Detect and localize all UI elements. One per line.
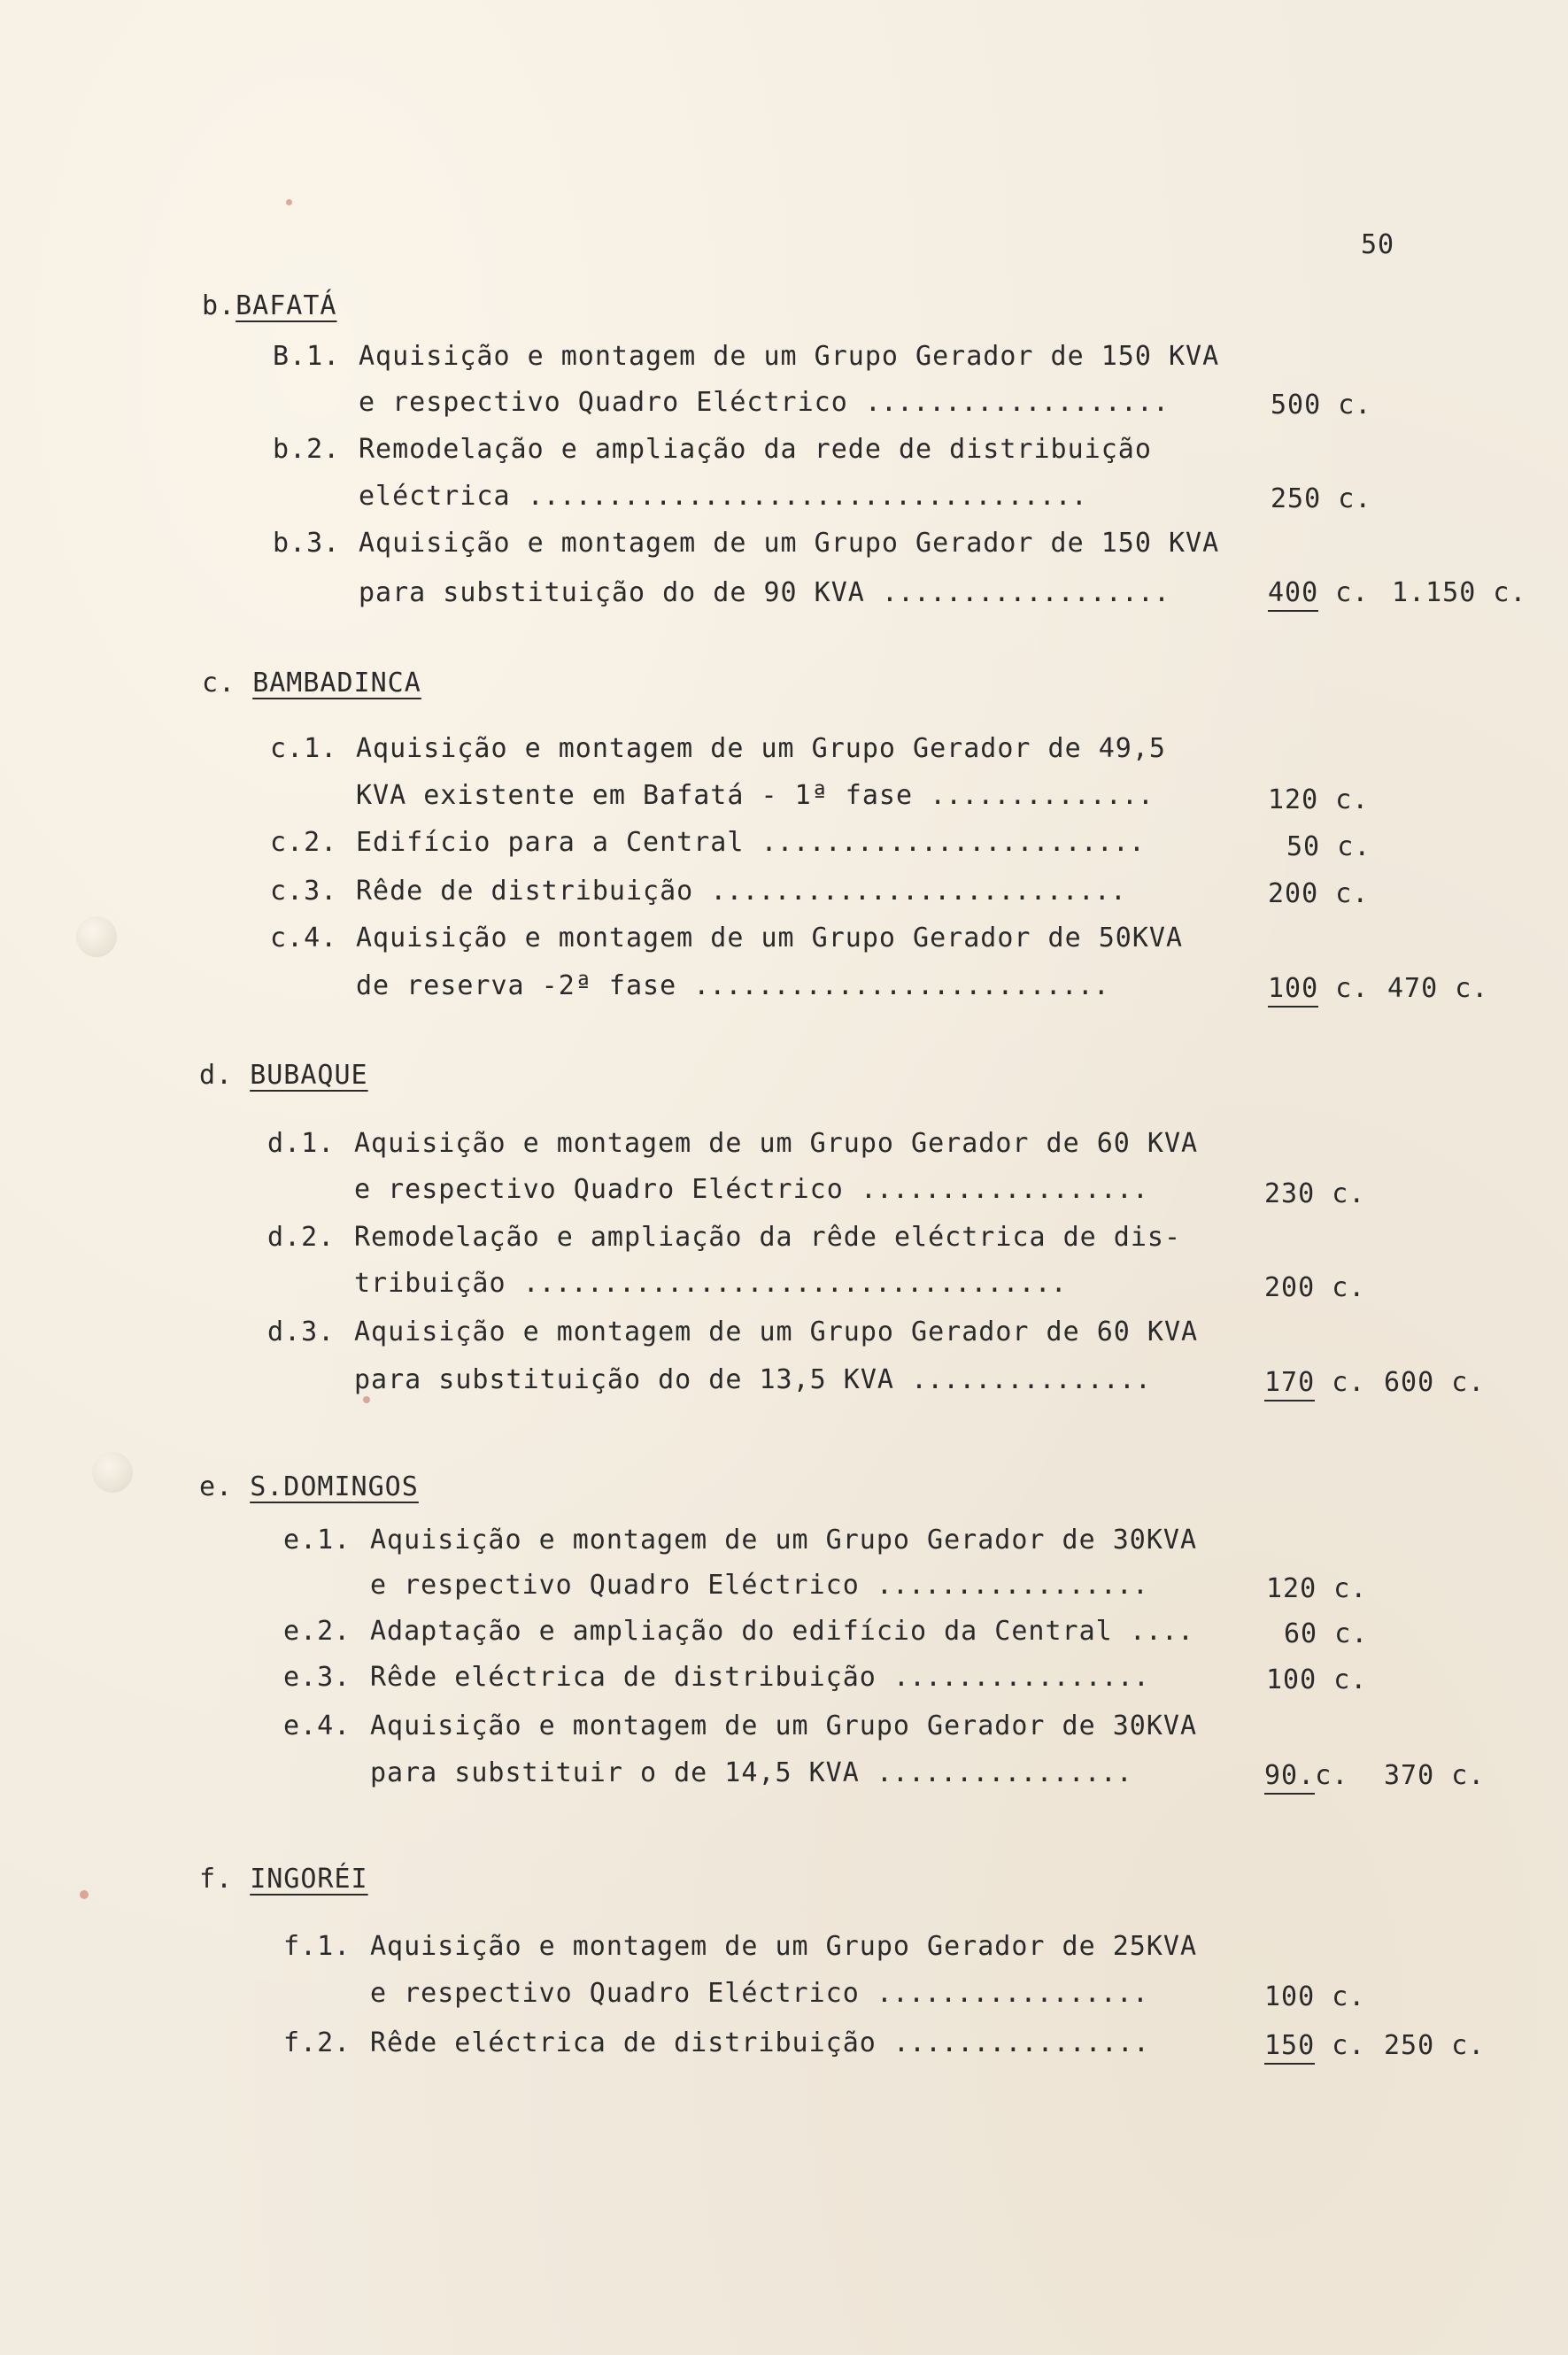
- item-description: Aquisição e montagem de um Grupo Gerador de 30KVA: [370, 1710, 1198, 1741]
- item-description: Remodelação e ampliação da rede de distribuição: [359, 434, 1152, 465]
- section-heading-bubaque: d. BUBAQUE: [199, 1060, 368, 1091]
- item-description: Adaptação e ampliação do edifício da Central ....: [370, 1616, 1194, 1647]
- item-description: Aquisição e montagem de um Grupo Gerador de 60 KVA: [354, 1316, 1199, 1347]
- section-heading-ingorei: f. INGORÉI: [199, 1864, 368, 1895]
- paper-stain: [286, 199, 292, 205]
- item-amount: 150 c.: [1264, 2030, 1365, 2062]
- item-code: e.3.: [283, 1662, 351, 1693]
- item-code: c.4.: [270, 923, 338, 954]
- item-description: Aquisição e montagem de um Grupo Gerador de 150 KVA: [359, 341, 1220, 372]
- section-heading-bafata: b.BAFATÁ: [202, 290, 337, 321]
- section-subtotal: 370 c.: [1384, 1760, 1486, 1791]
- item-description-continued: KVA existente em Bafatá - 1ª fase ..............: [356, 780, 1154, 811]
- item-description-continued: para substituir o de 14,5 KVA ................: [370, 1757, 1132, 1788]
- item-code: d.2.: [267, 1222, 336, 1253]
- item-description: Remodelação e ampliação da rêde eléctrica de dis-: [354, 1222, 1182, 1253]
- item-code: d.1.: [267, 1128, 336, 1159]
- item-code: B.1.: [273, 341, 341, 372]
- paper-stain: [80, 1890, 89, 1899]
- item-description-continued: para substituição do de 13,5 KVA ...............: [354, 1364, 1151, 1395]
- page-number: 50: [1361, 229, 1395, 260]
- section-subtotal: 1.150 c.: [1392, 577, 1527, 608]
- item-amount: 200 c.: [1268, 878, 1370, 909]
- item-amount: 230 c.: [1264, 1178, 1366, 1209]
- item-description: Aquisição e montagem de um Grupo Gerador de 50KVA: [356, 923, 1184, 954]
- item-code: e.1.: [283, 1525, 351, 1556]
- item-code: b.3.: [273, 528, 341, 559]
- item-amount: 120 c.: [1268, 784, 1370, 815]
- item-code: e.4.: [283, 1710, 351, 1741]
- item-description-continued: e respectivo Quadro Eléctrico ...................: [359, 387, 1170, 418]
- item-description: Aquisição e montagem de um Grupo Gerador de 30KVA: [370, 1525, 1198, 1556]
- item-code: f.1.: [283, 1931, 351, 1962]
- item-code: c.2.: [270, 827, 338, 858]
- punch-hole-top: [76, 916, 117, 957]
- item-amount: 90.c.: [1264, 1760, 1348, 1792]
- item-description-continued: e respectivo Quadro Eléctrico .................: [370, 1978, 1148, 2009]
- item-amount: 500 c.: [1271, 390, 1372, 421]
- item-amount: 250 c.: [1271, 483, 1372, 514]
- item-code: f.2.: [283, 2027, 351, 2058]
- section-heading-s-domingos: e. S.DOMINGOS: [199, 1471, 419, 1502]
- item-description: Aquisição e montagem de um Grupo Gerador de 60 KVA: [354, 1128, 1199, 1159]
- item-description-continued: e respectivo Quadro Eléctrico ..................: [354, 1174, 1148, 1205]
- item-description: Aquisição e montagem de um Grupo Gerador de 150 KVA: [359, 528, 1220, 559]
- item-code: c.1.: [270, 733, 338, 764]
- section-heading-bambadinca: c. BAMBADINCA: [202, 668, 421, 699]
- item-description: Aquisição e montagem de um Grupo Gerador de 25KVA: [370, 1931, 1198, 1962]
- item-description-continued: para substituição do de 90 KVA ..................: [359, 577, 1170, 608]
- item-description-continued: eléctrica ...................................: [359, 481, 1087, 512]
- item-amount: 170 c.: [1264, 1367, 1365, 1399]
- item-description-continued: de reserva -2ª fase ..........................: [356, 970, 1109, 1001]
- punch-hole-bottom: [92, 1452, 133, 1493]
- item-amount: 100 c.: [1266, 1664, 1368, 1695]
- item-description-continued: e respectivo Quadro Eléctrico .................: [370, 1570, 1148, 1601]
- item-amount: 200 c.: [1264, 1272, 1366, 1303]
- section-subtotal: 250 c.: [1384, 2030, 1486, 2061]
- item-amount: 50 c.: [1286, 831, 1371, 862]
- paper-stain: [363, 1396, 370, 1403]
- item-description: Aquisição e montagem de um Grupo Gerador de 49,5: [356, 733, 1166, 764]
- item-code: e.2.: [283, 1616, 351, 1647]
- item-amount: 400 c.: [1268, 577, 1369, 609]
- item-description-continued: tribuição ..................................: [354, 1268, 1067, 1299]
- section-subtotal: 470 c.: [1387, 973, 1489, 1004]
- item-code: b.2.: [273, 434, 341, 465]
- item-description: Rêde eléctrica de distribuição ................: [370, 2027, 1149, 2058]
- item-amount: 120 c.: [1266, 1573, 1368, 1604]
- item-amount: 100 c.: [1268, 973, 1369, 1005]
- item-code: d.3.: [267, 1316, 336, 1347]
- item-description: Rêde eléctrica de distribuição ................: [370, 1662, 1149, 1693]
- item-amount: 100 c.: [1264, 1981, 1366, 2012]
- item-description: Rêde de distribuição ..........................: [356, 876, 1126, 907]
- item-amount: 60 c.: [1284, 1618, 1369, 1649]
- section-subtotal: 600 c.: [1384, 1367, 1486, 1398]
- item-description: Edifício para a Central ........................: [356, 827, 1145, 858]
- item-code: c.3.: [270, 876, 338, 907]
